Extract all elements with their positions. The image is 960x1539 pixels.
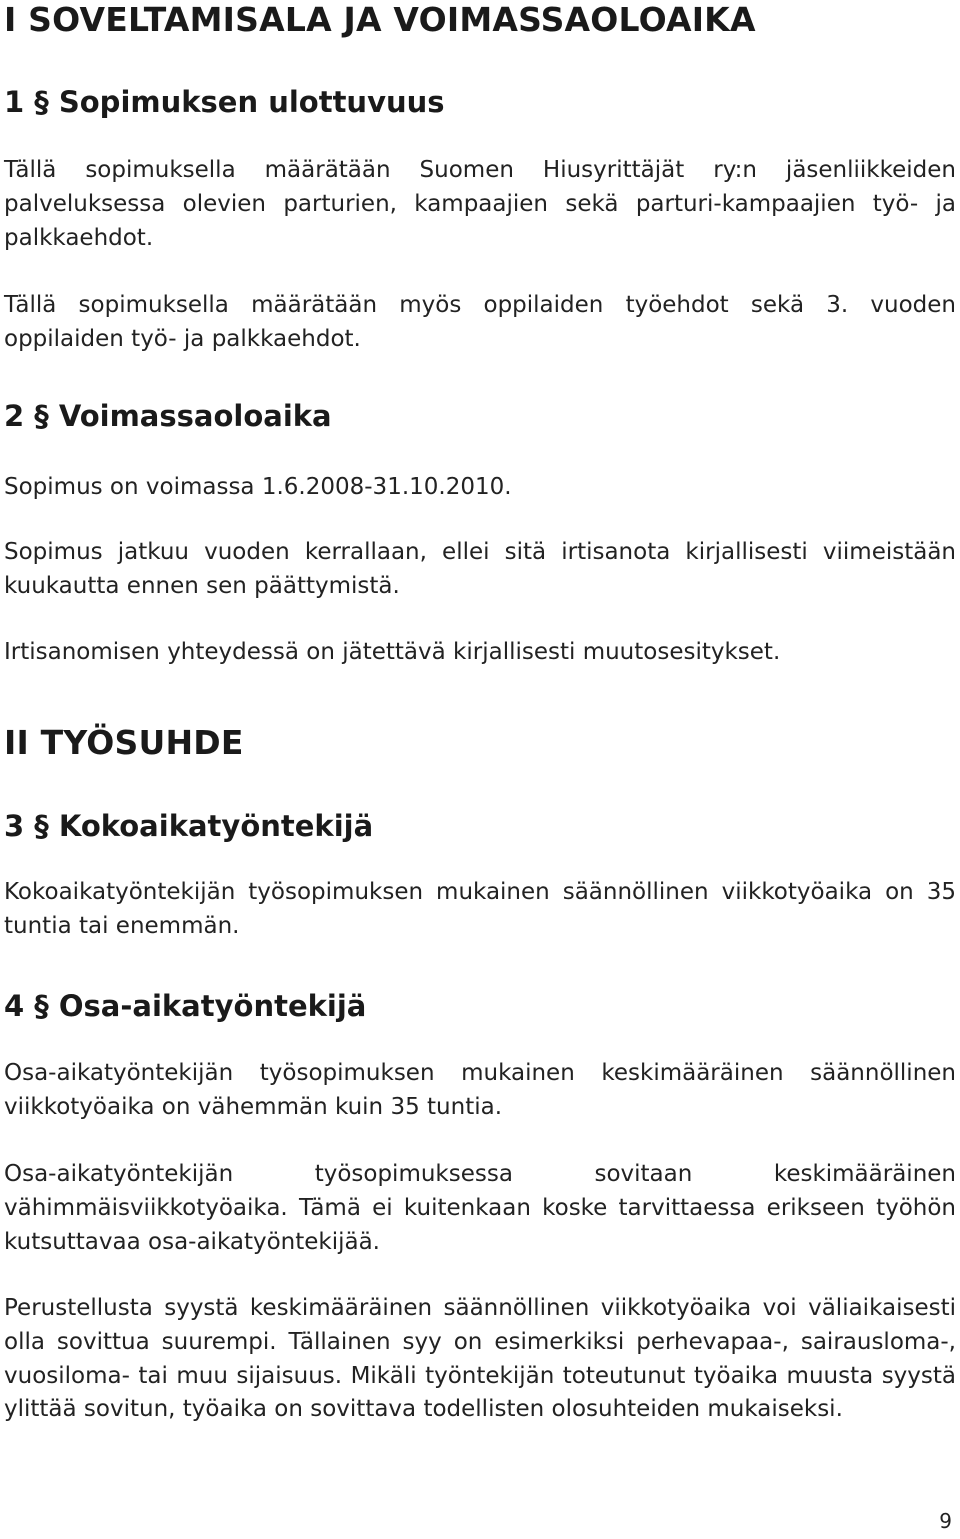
- chapter-title: I SOVELTAMISALA JA VOIMASSAOLOAIKA: [4, 0, 756, 39]
- paragraph: Tällä sopimuksella määrätään Suomen Hiusyrittäjät ry:n jäsenliikkeiden palveluksessa olevien parturien, kampaajien sekä parturi-kampaajien työ- ja palkkaehdot.: [4, 157, 956, 251]
- paragraph: Osa-aikatyöntekijän työsopimuksessa sovitaan keskimääräinen vähimmäisviikkotyöaika. Tämä ei kuitenkaan koske tarvittaessa erikseen työhön kutsuttavaa osa-aikatyöntekijää.: [4, 1161, 956, 1255]
- section-heading: 1 § Sopimuksen ulottuvuus: [4, 85, 445, 119]
- paragraph: Irtisanomisen yhteydessä on jätettävä kirjallisesti muutosesitykset.: [4, 639, 781, 665]
- paragraph: Tällä sopimuksella määrätään myös oppilaiden työehdot sekä 3. vuoden oppilaiden työ- ja palkkaehdot.: [4, 292, 956, 352]
- section-heading: 3 § Kokoaikatyöntekijä: [4, 809, 374, 843]
- page-number: 9: [939, 1509, 952, 1533]
- chapter-title: II TYÖSUHDE: [4, 723, 244, 762]
- paragraph: Sopimus on voimassa 1.6.2008-31.10.2010.: [4, 474, 512, 500]
- section-heading: 4 § Osa-aikatyöntekijä: [4, 989, 367, 1023]
- paragraph: Kokoaikatyöntekijän työsopimuksen mukainen säännöllinen viikkotyöaika on 35 tuntia tai enemmän.: [4, 879, 956, 939]
- paragraph: Sopimus jatkuu vuoden kerrallaan, ellei sitä irtisanota kirjallisesti viimeistään kuukautta ennen sen päättymistä.: [4, 539, 956, 599]
- paragraph: Perustellusta syystä keskimääräinen säännöllinen viikkotyöaika voi väliaikaisesti olla sovittua suurempi. Tällainen syy on esimerkiksi perhevapaa-, sairausloma-, vuosiloma- tai muu sijaisuus. Mikäli työntekijän toteutunut työaika muusta syystä ylittää sovitun, työaika on sovittava todellisten olosuhteiden mukaiseksi.: [4, 1295, 956, 1423]
- paragraph: Osa-aikatyöntekijän työsopimuksen mukainen keskimääräinen säännöllinen viikkotyöaika on vähemmän kuin 35 tuntia.: [4, 1060, 956, 1120]
- section-heading: 2 § Voimassaoloaika: [4, 399, 332, 433]
